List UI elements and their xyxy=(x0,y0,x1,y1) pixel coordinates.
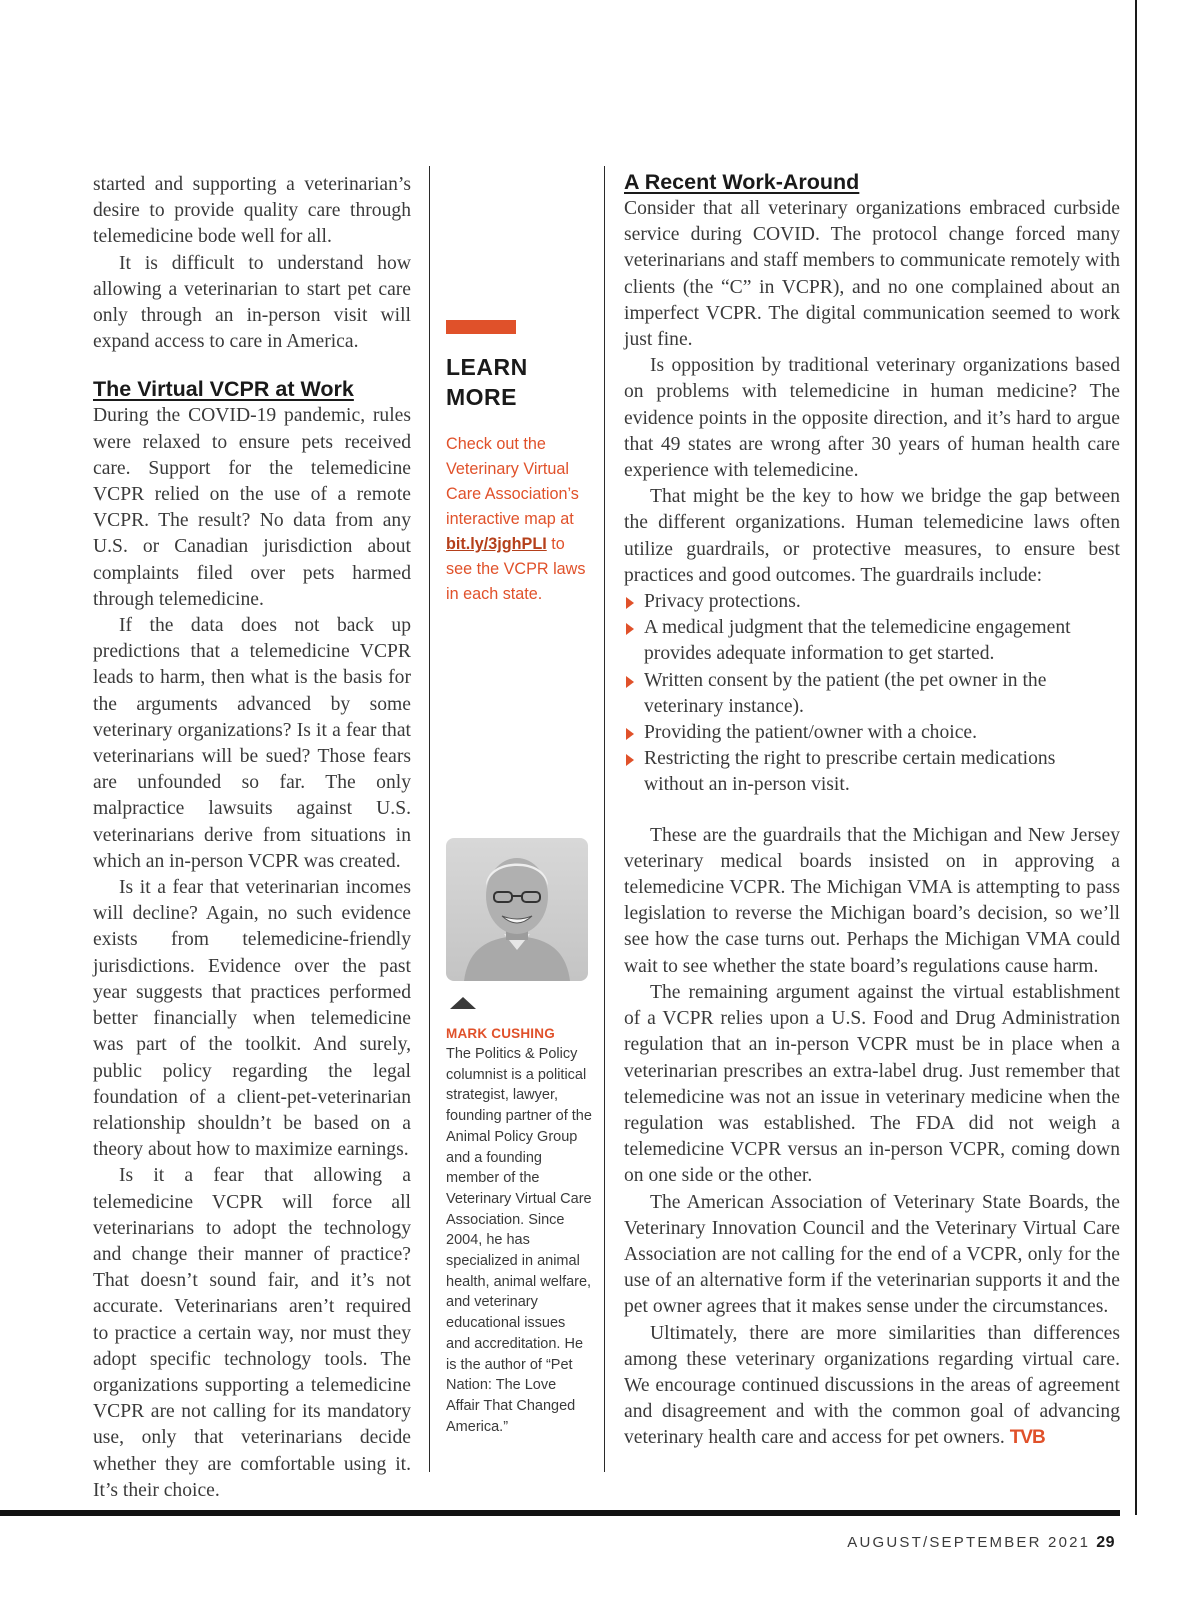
guardrail-text: A medical judgment that the telemedicine engagement provides adequate information to get started. xyxy=(644,617,1071,665)
left-para-5: Is it a fear that veterinarian incomes will decline? Again, no such evidence exists from telemedicine-friendly jurisdictions. Evidence over the past year suggests that practices performed better financially when telemedicine was part of the toolkit. And surely, public policy regarding the legal foundation of a client-pet-veterinarian relationship shouldn’t be based on a theory about how to maximize earnings. xyxy=(93,877,411,1161)
bullet-triangle-icon xyxy=(626,623,634,635)
issue-date: AUGUST/SEPTEMBER 2021 xyxy=(847,1534,1091,1551)
right-para-7 xyxy=(624,1321,1120,1452)
right-para-4: These are the guardrails that the Michigan and New Jersey veterinary medical boards insisted on in approving a telemedicine VCPR. The Michigan VMA is attempting to pass legislation to reverse the Michigan board’s decision, so we’ll see how the case turns out. Perhaps the Michigan VMA could wait to see whether the state board’s regulations cause harm. xyxy=(624,824,1120,977)
guardrail-text: Written consent by the patient (the pet owner in the veterinary instance). xyxy=(644,669,1047,717)
up-arrow-icon xyxy=(450,997,476,1009)
vcpr-map-link[interactable]: bit.ly/3jghPLI xyxy=(446,535,547,553)
right-para-5: The remaining argument against the virtual establishment of a VCPR relies upon a U.S. Food and Drug Administration regulation that an in-person VCPR must be in place when a veterinarian prescribes an extra-label drug. Just remember that telemedicine was not an issue in veterinary medicine when the regulation was established. The FDA did not weigh a telemedicine VCPR versus an in-person VCPR, coming down on one side or the other. xyxy=(624,981,1120,1187)
guardrail-text: Providing the patient/owner with a choice. xyxy=(644,722,978,744)
spacer xyxy=(624,799,1120,823)
right-column xyxy=(624,168,1120,1452)
guardrail-text: Restricting the right to prescribe certain medications without an in-person visit. xyxy=(644,748,1056,796)
left-para-6: Is it a fear that allowing a telemedicine VCPR will force all veterinarians to adopt the technology and change their manner of practice? That doesn’t sound fair, and it’s not accurate. Veterinarians aren’t required to practice a certain way, nor must they adopt specific technology tools. The organizations supporting a telemedicine VCPR are not calling for its mandatory use, only that veterinarians decide whether they are comfortable using it. It’s their choice. xyxy=(93,1165,411,1501)
learn-more-title: LEARN MORE xyxy=(446,354,528,410)
bullet-triangle-icon xyxy=(626,728,634,740)
learn-more-accent-bar xyxy=(446,320,516,334)
author-photo xyxy=(446,838,588,981)
list-item xyxy=(624,615,1120,667)
list-item xyxy=(624,746,1120,798)
guardrails-list xyxy=(624,589,1120,799)
footer-rule xyxy=(0,1510,1120,1516)
page-edge-rule xyxy=(1135,0,1137,1515)
bullet-triangle-icon xyxy=(626,597,634,609)
bullet-triangle-icon xyxy=(626,754,634,766)
right-para-2: Is opposition by traditional veterinary organizations based on problems with telemedicine in human medicine? The evidence points in the opposite direction, and it’s hard to argue that 49 states are wrong after 30 years of human health care experience with telemedicine. xyxy=(624,355,1120,482)
section-heading-work-around: A Recent Work-Around xyxy=(624,170,860,194)
guardrail-text: Privacy protections. xyxy=(644,591,801,613)
learn-more-sidebar xyxy=(446,320,590,607)
page-number: 29 xyxy=(1096,1534,1115,1551)
right-para-6: The American Association of Veterinary State Boards, the Veterinary Innovation Council and the Veterinary Virtual Care Association are not calling for the end of a VCPR, only for the use of an alternative form if the veterinarian supports it and the pet owner agrees that it makes sense under the circumstances. xyxy=(624,1191,1120,1318)
closing-text: Ultimately, there are more similarities than differences among these veterinary organizations regarding virtual care. We encourage continued discussions in the areas of agreement and disagreement and with the common goal of advancing veterinary health care and access for pet owners. xyxy=(624,1322,1120,1449)
left-para-1: started and supporting a veterinarian’s desire to provide quality care through telemedicine bode well for all. xyxy=(93,174,411,248)
list-item xyxy=(624,720,1120,746)
learn-more-text-after: to see the VCPR laws in each state. xyxy=(446,535,586,603)
learn-more-text xyxy=(446,432,590,607)
left-para-4: If the data does not back up predictions that a telemedicine VCPR leads to harm, then what is the basis for the arguments advanced by some veterinary organizations? Is it a fear that veterinarians will be sued? Those fears are unfounded so far. The only malpractice lawsuits against U.S. veterinarians derive from situations in which an in-person VCPR was created. xyxy=(93,615,411,872)
column-divider-right xyxy=(604,166,605,1472)
author-bio-block xyxy=(446,1024,592,1437)
bullet-triangle-icon xyxy=(626,676,634,688)
right-para-1: Consider that all veterinary organizations embraced curbside service during COVID. The protocol change forced many veterinarians and staff members to communicate remotely with clients (the “C” in VCPR), and no one complained about an imperfect VCPR. The digital communication seemed to work just fine. xyxy=(624,198,1120,351)
left-column xyxy=(93,172,411,1504)
page-footer xyxy=(847,1534,1115,1552)
tvb-end-logo: TVB xyxy=(1009,1427,1045,1449)
column-divider-left xyxy=(429,166,430,1472)
list-item xyxy=(624,668,1120,720)
author-name: MARK CUSHING xyxy=(446,1026,555,1041)
right-para-3: That might be the key to how we bridge the gap between the different organizations. Human telemedicine laws often utilize guardrails, or protective measures, to ensure best practices and good outcomes. The guardrails include: xyxy=(624,486,1120,586)
left-para-3: During the COVID-19 pandemic, rules were relaxed to ensure pets received care. Support for the telemedicine VCPR relied on the use of a remote VCPR. The result? No data from any U.S. or Canadian jurisdiction about complaints filed over pets harmed through telemedicine. xyxy=(93,405,411,610)
section-heading-virtual-vcpr: The Virtual VCPR at Work xyxy=(93,377,354,402)
list-item xyxy=(624,589,1120,615)
learn-more-text-before: Check out the Veterinary Virtual Care Association’s interactive map at xyxy=(446,435,579,528)
author-portrait-illustration xyxy=(446,838,588,981)
left-para-2: It is difficult to understand how allowing a veterinarian to start pet care only through an in-person visit will expand access to care in America. xyxy=(93,252,411,353)
author-bio: The Politics & Policy columnist is a political strategist, lawyer, founding partner of the Animal Policy Group and a founding member of the Veterinary Virtual Care Association. Since 2004, he has specialized in animal health, animal welfare, and veterinary educational issues and accreditation. He is the author of “Pet Nation: The Love Affair That Changed America.” xyxy=(446,1046,592,1435)
